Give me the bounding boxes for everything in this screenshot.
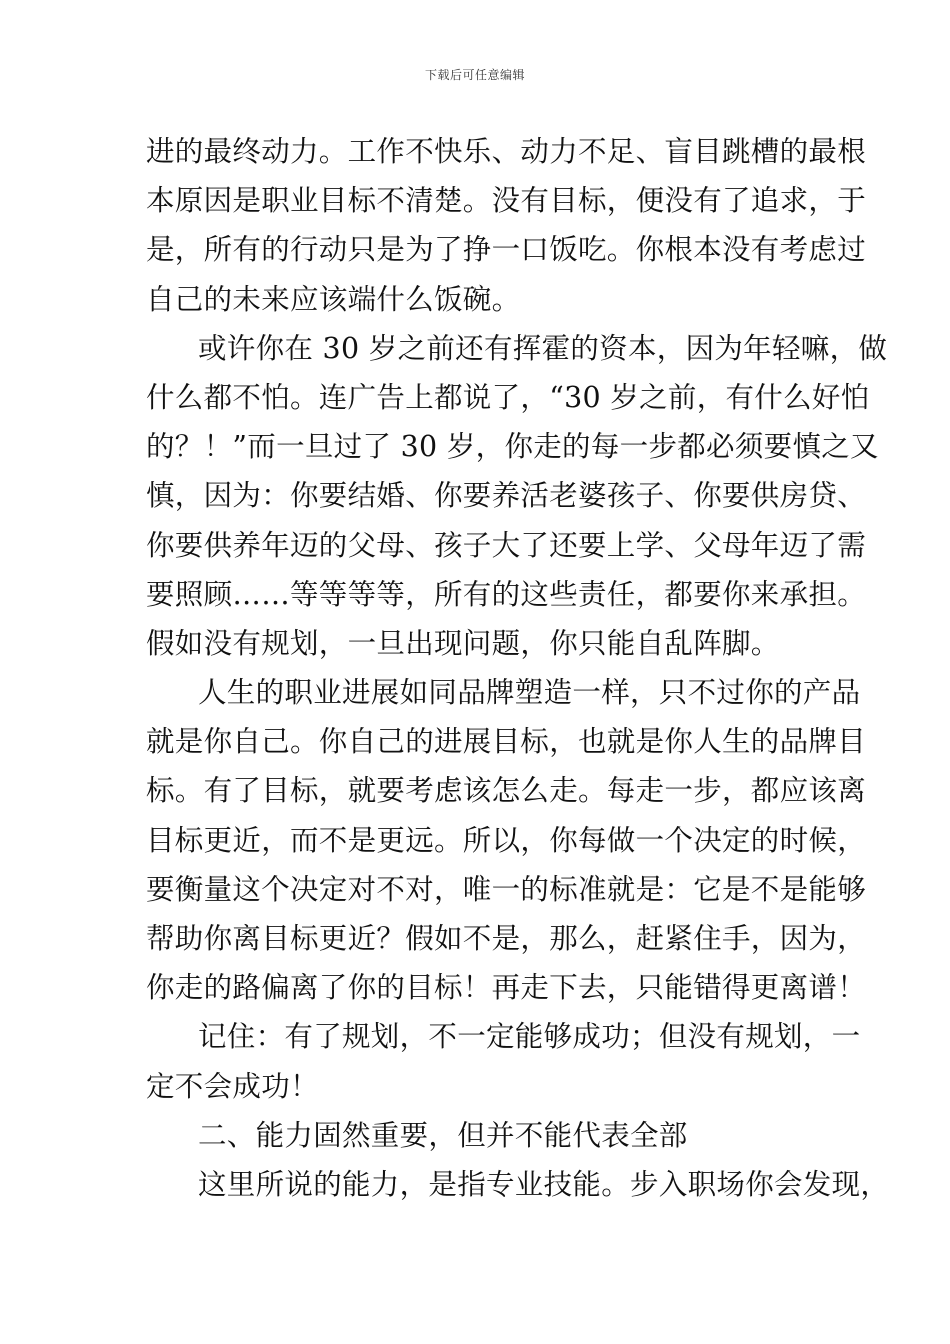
text-line: 假如没有规划，一旦出现问题，你只能自乱阵脚。 bbox=[146, 626, 780, 660]
paragraph-first-line: 或许你在 30 岁之前还有挥霍的资本，因为年轻嘛，做 bbox=[198, 331, 888, 365]
text-line: 进的最终动力。工作不快乐、动力不足、盲目跳槽的最根 bbox=[146, 135, 867, 168]
text-line: 要衡量这个决定对不对，唯一的标准就是：它是不是能够 bbox=[146, 872, 867, 906]
paragraph-first-line: 人生的职业进展如同品牌塑造一样，只不过你的产品 bbox=[198, 676, 861, 710]
text-line: 慎，因为：你要结婚、你要养活老婆孩子、你要供房贷、 bbox=[146, 479, 867, 513]
text-line: 是，所有的行动只是为了挣一口饭吃。你根本没有考虑过 bbox=[146, 233, 867, 267]
text-line: 就是你自己。你自己的进展目标，也就是你人生的品牌目 bbox=[146, 725, 867, 759]
text-line: 定不会成功！ bbox=[146, 1069, 319, 1103]
text-line: 的？！”而一旦过了 30 岁，你走的每一步都必须要慎之又 bbox=[146, 430, 879, 464]
text-line: 什么都不怕。连广告上都说了，“30 岁之前，有什么好怕 bbox=[146, 380, 870, 414]
paragraph-first-line: 这里所说的能力，是指专业技能。步入职场你会发现， bbox=[198, 1167, 890, 1201]
text-line: 你要供养年迈的父母、孩子大了还要上学、父母年迈了需 bbox=[146, 528, 867, 562]
page-header: 下载后可任意编辑 bbox=[424, 68, 525, 82]
text-line: 要照顾……等等等等，所有的这些责任，都要你来承担。 bbox=[146, 577, 867, 611]
section-heading: 二、能力固然重要，但并不能代表全部 bbox=[198, 1118, 688, 1152]
text-line: 帮助你离目标更近？假如不是，那么，赶紧住手，因为， bbox=[146, 922, 867, 955]
text-line: 你走的路偏离了你的目标！再走下去，只能错得更离谱！ bbox=[146, 971, 867, 1005]
text-line: 自己的未来应该端什么饭碗。 bbox=[146, 282, 521, 316]
document-body bbox=[146, 127, 890, 1209]
paragraph-first-line: 记住：有了规划，不一定能够成功；但没有规划，一 bbox=[198, 1020, 861, 1054]
text-line: 标。有了目标，就要考虑该怎么走。每走一步，都应该离 bbox=[146, 774, 867, 808]
text-line: 目标更近，而不是更远。所以，你每做一个决定的时候， bbox=[146, 823, 867, 857]
text-line: 本原因是职业目标不清楚。没有目标，便没有了追求，于 bbox=[146, 184, 867, 218]
